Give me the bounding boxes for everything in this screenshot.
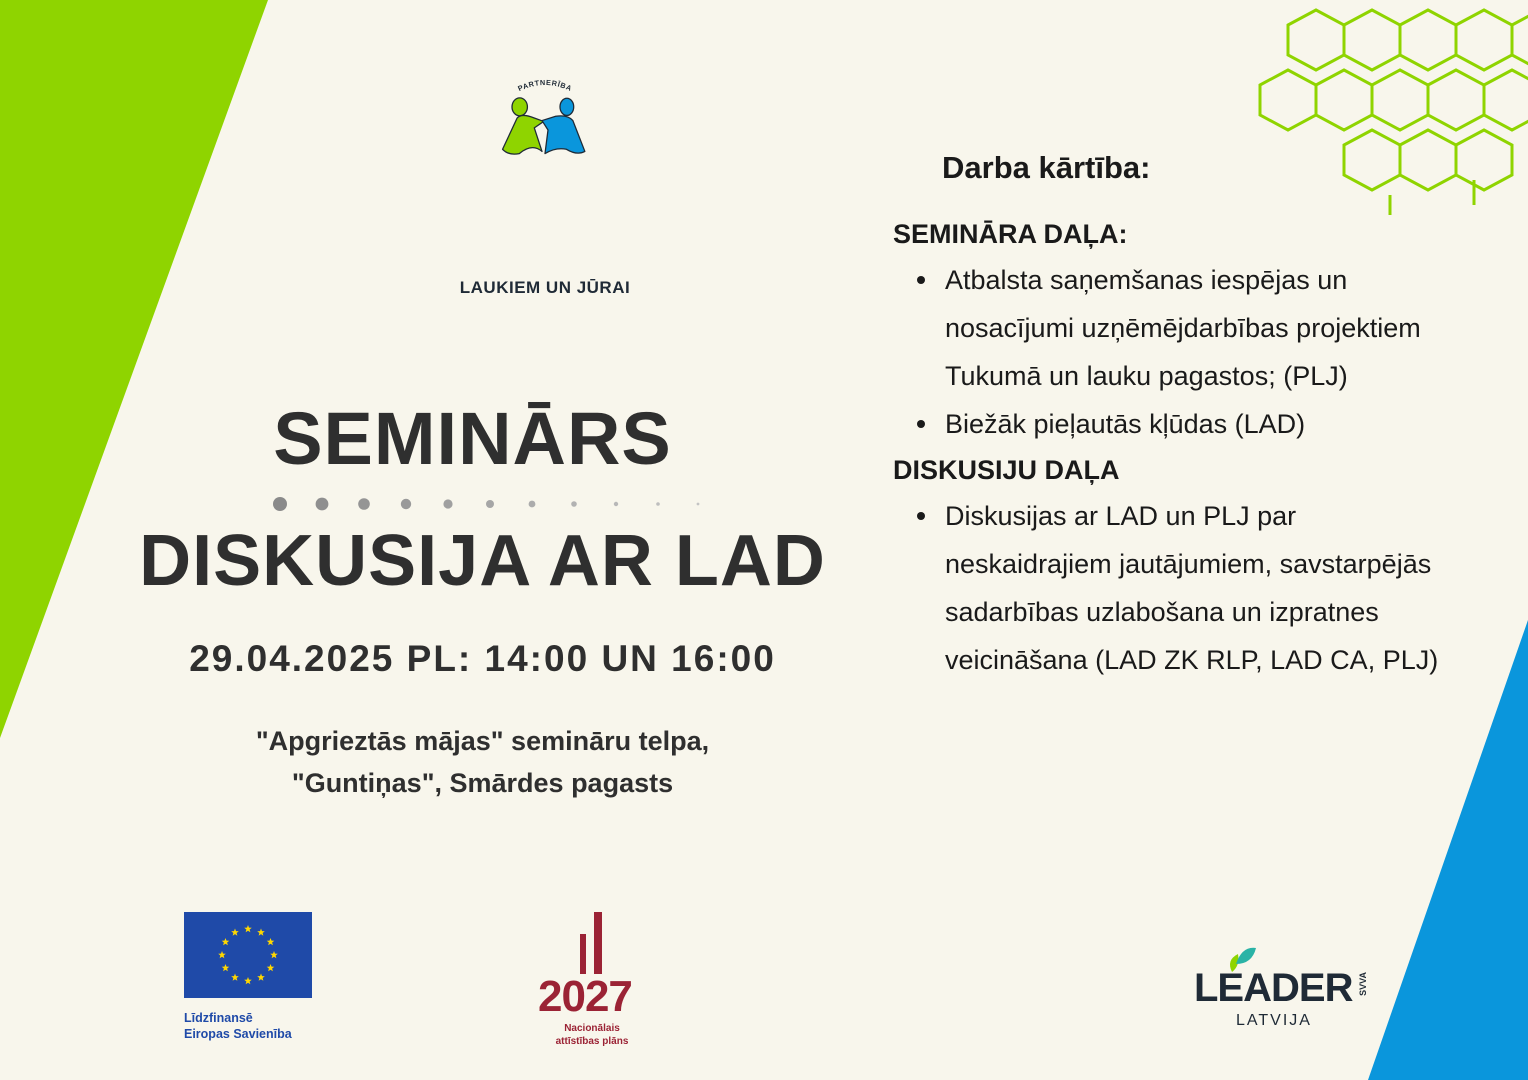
svg-text:PARTNERĪBA	[516, 78, 573, 93]
eu-text-line-2: Eiropas Savienība	[184, 1027, 292, 1041]
nap-subtitle-line-1: Nacionālais	[564, 1023, 620, 1034]
venue-line-1: "Apgrieztās mājas" semināru telpa,	[255, 726, 710, 756]
agenda-item	[945, 492, 1453, 684]
national-development-plan-logo	[532, 908, 652, 1047]
eu-star-icon	[218, 951, 226, 958]
bullet-icon	[917, 512, 925, 520]
eu-text-line-1: Līdzfinansē	[184, 1011, 253, 1025]
agenda-item-text: Atbalsta saņemšanas iespējas un nosacījumi uzņēmējdarbības projektiem Tukumā un lauku pagastos; (PLJ)	[945, 265, 1421, 391]
eu-text	[184, 1010, 316, 1042]
eu-cofinanced-logo	[184, 912, 316, 1042]
eu-star-icon	[267, 938, 275, 945]
eu-star-icon	[244, 977, 252, 984]
agenda-section-heading: SEMINĀRA DAĻA:	[893, 219, 1128, 249]
agenda-item	[945, 400, 1453, 448]
eu-star-icon	[244, 925, 252, 932]
title-diskusija: DISKUSIJA AR LAD	[139, 521, 826, 601]
eu-star-icon	[231, 928, 239, 935]
eu-star-icon	[257, 974, 265, 981]
leader-latvija-logo	[1192, 940, 1382, 1036]
agenda-list	[893, 212, 1453, 684]
eu-star-icon	[222, 964, 230, 971]
event-datetime: 29.04.2025 PL: 14:00 UN 16:00	[189, 638, 776, 679]
venue-line-2: "Guntiņas", Smārdes pagasts	[291, 768, 674, 798]
agenda-item-text: Diskusijas ar LAD un PLJ par neskaidrajiem jautājumiem, savstarpējās sadarbības uzlabošana un izpratnes veicināšana (LAD ZK RLP, LAD CA, PLJ)	[945, 501, 1439, 675]
partnership-figures-icon	[420, 70, 670, 160]
nap-subtitle	[532, 1022, 652, 1048]
bullet-icon	[917, 420, 925, 428]
agenda-section-heading: DISKUSIJU DAĻA	[893, 455, 1120, 485]
agenda-title: Darba kārtība:	[942, 150, 1151, 185]
leader-country: LATVIJA	[1236, 1012, 1312, 1029]
eu-flag-icon	[184, 912, 312, 998]
eu-star-icon	[270, 951, 278, 958]
honeycomb-decoration	[1138, 0, 1528, 220]
agenda-item	[945, 256, 1453, 400]
logo-arc-text: PARTNERĪBA	[516, 77, 574, 94]
logo-bottom-text: LAUKIEM UN JŪRAI	[459, 278, 631, 297]
partnership-logo	[420, 70, 670, 320]
dotted-divider	[268, 496, 708, 512]
eu-star-icon	[222, 938, 230, 945]
bullet-icon	[917, 276, 925, 284]
leader-svva: SVVA	[1358, 972, 1368, 996]
agenda-items	[893, 256, 1453, 448]
nap-subtitle-line-2: attīstības plāns	[555, 1036, 629, 1047]
nap-year: 2027	[538, 972, 632, 1021]
leader-word: LEADER	[1194, 966, 1353, 1010]
green-corner-shape	[0, 0, 270, 740]
agenda-item-text: Biežāk pieļautās kļūdas (LAD)	[945, 409, 1306, 439]
agenda-items	[893, 492, 1453, 684]
title-seminars: SEMINĀRS	[273, 397, 672, 480]
event-venue	[0, 720, 965, 804]
eu-star-icon	[267, 964, 275, 971]
eu-star-icon	[257, 928, 265, 935]
nap-bars-icon	[532, 908, 652, 978]
eu-star-icon	[231, 974, 239, 981]
blue-corner-shape	[1368, 620, 1528, 1080]
